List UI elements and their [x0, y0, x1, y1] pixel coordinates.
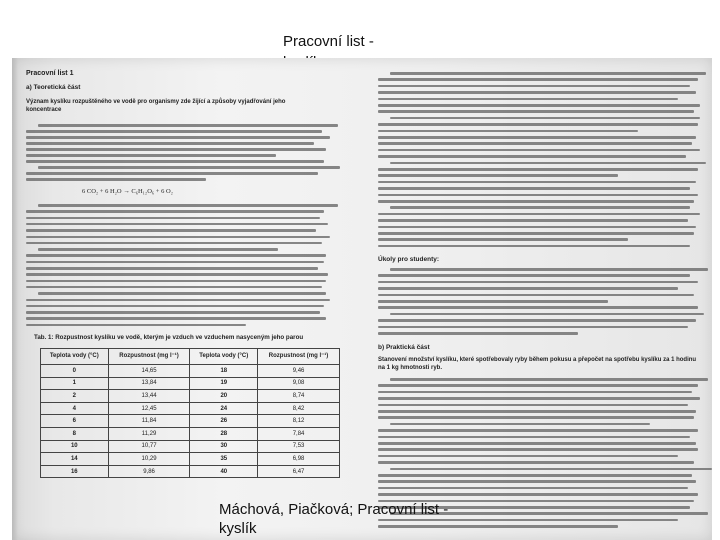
scanned-text-line: [26, 280, 326, 283]
scanned-text-line: [26, 317, 326, 320]
table-body: [41, 365, 340, 478]
scanned-text-line: [390, 268, 708, 271]
scanned-text-line: [390, 313, 704, 316]
table-cell: 11,29: [108, 427, 190, 440]
table-row: [41, 390, 340, 403]
scanned-text-line: [378, 487, 688, 490]
scanned-text-line: [378, 194, 698, 197]
scanned-text-line: [38, 166, 340, 169]
table-row: [41, 377, 340, 390]
table-cell: 16: [41, 465, 109, 478]
scanned-text-line: [378, 232, 694, 235]
scanned-text-line: [390, 468, 712, 471]
scanned-text-line: [26, 160, 324, 163]
table-cell: 8,74: [258, 390, 340, 403]
scanned-text-line: [26, 242, 322, 245]
scanned-text-line: [378, 397, 700, 400]
table-cell: 7,53: [258, 440, 340, 453]
section-b-heading: Stanovení množství kyslíku, které spotřebovaly ryby během pokusu a přepočet na spotřebu kyslíku za 1 hodinu na 1 kg hmotnosti ryb.: [378, 357, 697, 371]
scanned-text-line: [26, 267, 318, 270]
scanned-text-line: [378, 130, 638, 133]
table-cell: 6,98: [258, 453, 340, 466]
scanned-text-line: [38, 248, 278, 251]
scanned-text-line: [378, 416, 694, 419]
table-row: [41, 415, 340, 428]
section-a-heading: Význam kyslíku rozpuštěného ve vodě pro organismy zde žijící a způsoby vyjadřování jeho koncentrace: [26, 99, 286, 113]
scanned-text-line: [390, 378, 708, 381]
scanned-text-line: [378, 238, 628, 241]
scanned-text-line: [390, 72, 706, 75]
scan-shadow-edge: [12, 58, 18, 540]
table-cell: 35: [190, 453, 258, 466]
scanned-text-line: [378, 274, 690, 277]
table-cell: 8,12: [258, 415, 340, 428]
table-cell: 20: [190, 390, 258, 403]
table-cell: 9,08: [258, 377, 340, 390]
scanned-text-line: [378, 319, 696, 322]
table-cell: 26: [190, 415, 258, 428]
table-cell: 11,84: [108, 415, 190, 428]
table-cell: 30: [190, 440, 258, 453]
scanned-text-line: [378, 85, 690, 88]
scanned-text-line: [378, 404, 688, 407]
table-row: [41, 427, 340, 440]
scanned-text-line: [26, 148, 326, 151]
scanned-text-line: [378, 245, 690, 248]
scanned-text-line: [38, 204, 338, 207]
scanned-text-line: [378, 219, 688, 222]
table-cell: 13,44: [108, 390, 190, 403]
table-cell: 14,65: [108, 365, 190, 378]
table-cell: 1: [41, 377, 109, 390]
photosynthesis-equation: 6 CO₂ + 6 H₂O → C₆H₁₂O₆ + 6 O₂: [82, 188, 173, 195]
table-cell: 8: [41, 427, 109, 440]
table-cell: 12,45: [108, 402, 190, 415]
scanned-text-line: [378, 98, 678, 101]
scanned-text-line: [378, 213, 700, 216]
table-header-row: [41, 349, 340, 365]
scanned-text-line: [378, 91, 696, 94]
scanned-text-line: [378, 410, 696, 413]
scanned-text-line: [378, 142, 692, 145]
scanned-text-line: [378, 168, 698, 171]
scanned-text-line: [378, 226, 696, 229]
scanned-text-line: [26, 299, 330, 302]
table-cell: 0: [41, 365, 109, 378]
slide-caption-line-1: Máchová, Piačková; Pracovní list -: [219, 501, 449, 518]
slide-title-line-1: Pracovní list -: [283, 33, 374, 50]
table-cell: 7,84: [258, 427, 340, 440]
scanned-text-line: [38, 124, 338, 127]
table-row: [41, 453, 340, 466]
scanned-text-line: [378, 332, 578, 335]
table-row: [41, 365, 340, 378]
table-row: [41, 440, 340, 453]
scanned-text-line: [378, 174, 618, 177]
scanned-text-line: [26, 324, 246, 327]
scanned-text-line: [26, 273, 328, 276]
scanned-text-line: [378, 78, 698, 81]
scanned-text-line: [378, 461, 694, 464]
slide-caption: [219, 500, 448, 538]
scanned-text-line: [378, 181, 696, 184]
table-row: [41, 402, 340, 415]
scanned-text-line: [378, 448, 698, 451]
slide-caption-line-2: kyslík: [219, 520, 257, 537]
scanned-text-line: [378, 480, 696, 483]
table-cell: 4: [41, 402, 109, 415]
scanned-text-line: [378, 110, 694, 113]
table-cell: 18: [190, 365, 258, 378]
table-cell: 10,29: [108, 453, 190, 466]
section-b-label: b) Praktická část: [378, 344, 430, 351]
scanned-text-line: [26, 305, 324, 308]
table-cell: 10: [41, 440, 109, 453]
solubility-table: [40, 348, 340, 478]
scanned-text-line: [378, 436, 690, 439]
scanned-text-line: [390, 162, 706, 165]
header-temp-1: Teplota vody (°C): [41, 349, 109, 365]
table-row: [41, 465, 340, 478]
scanned-text-line: [378, 287, 678, 290]
tasks-heading: Úkoly pro studenty:: [378, 256, 440, 263]
scanned-text-line: [26, 178, 206, 181]
table-cell: 9,46: [258, 365, 340, 378]
scanned-text-line: [390, 206, 690, 209]
scanned-text-line: [378, 326, 688, 329]
scanned-worksheet: [12, 58, 712, 540]
scanned-text-line: [26, 172, 318, 175]
table-cell: 40: [190, 465, 258, 478]
scanned-text-line: [26, 142, 314, 145]
scanned-text-line: [390, 117, 700, 120]
section-a-label: a) Teoretická část: [26, 84, 81, 91]
table-cell: 6: [41, 415, 109, 428]
scanned-text-line: [26, 229, 316, 232]
scanned-text-line: [378, 306, 698, 309]
scanned-text-line: [26, 154, 276, 157]
table-cell: 10,77: [108, 440, 190, 453]
scanned-text-line: [378, 391, 692, 394]
scanned-text-line: [378, 300, 608, 303]
scanned-text-line: [378, 155, 686, 158]
scanned-text-line: [26, 210, 324, 213]
scanned-text-line: [26, 130, 322, 133]
scanned-text-line: [378, 493, 698, 496]
table-caption: Tab. 1: Rozpustnost kyslíku ve vodě, kterým je vzduch ve vzduchem nasyceným jeho parou: [34, 334, 304, 341]
scanned-text-line: [38, 292, 326, 295]
scanned-text-line: [378, 149, 700, 152]
scanned-text-line: [378, 442, 696, 445]
table-cell: 28: [190, 427, 258, 440]
table-cell: 6,47: [258, 465, 340, 478]
scanned-text-line: [378, 384, 698, 387]
scanned-text-line: [26, 286, 322, 289]
scanned-text-line: [378, 123, 698, 126]
scanned-text-line: [26, 311, 320, 314]
scanned-text-line: [378, 294, 694, 297]
table-cell: 9,86: [108, 465, 190, 478]
scanned-text-line: [26, 217, 320, 220]
solubility-table-wrap: [40, 348, 340, 478]
scanned-text-line: [378, 474, 692, 477]
scanned-text-line: [26, 136, 330, 139]
table-cell: 2: [41, 390, 109, 403]
scanned-text-line: [378, 187, 690, 190]
table-cell: 8,42: [258, 402, 340, 415]
scanned-text-line: [378, 136, 696, 139]
table-cell: 24: [190, 402, 258, 415]
header-temp-2: Teplota vody (°C): [190, 349, 258, 365]
scanned-text-line: [26, 236, 330, 239]
scanned-text-line: [378, 429, 698, 432]
table-cell: 14: [41, 453, 109, 466]
scanned-text-line: [378, 281, 698, 284]
scanned-text-line: [378, 104, 700, 107]
worksheet-title: Pracovní list 1: [26, 70, 74, 77]
scanned-text-line: [390, 423, 650, 426]
scanned-text-line: [378, 200, 694, 203]
scanned-text-line: [378, 455, 678, 458]
scanned-text-line: [26, 261, 324, 264]
scanned-text-line: [26, 254, 326, 257]
table-cell: 19: [190, 377, 258, 390]
table-cell: 13,84: [108, 377, 190, 390]
header-solubility-2: Rozpustnost (mg l⁻¹): [258, 349, 340, 365]
scanned-text-line: [26, 223, 328, 226]
header-solubility-1: Rozpustnost (mg l⁻¹): [108, 349, 190, 365]
